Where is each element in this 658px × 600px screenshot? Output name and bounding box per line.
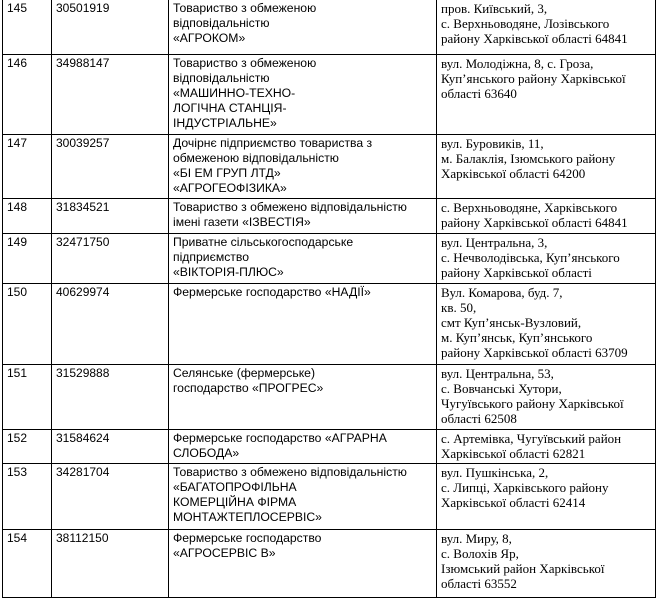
row-number: 153 (3, 464, 52, 530)
table-row (3, 430, 656, 464)
enterprise-address: с. Верхньоводяне, Харківського району Харківської області 64841 (437, 199, 656, 234)
row-number: 151 (3, 365, 52, 430)
enterprise-name: Дочірнє підприємство товариства з обмеженою відповідальністю «БІ ЕМ ГРУП ЛТД» «АГРОГЕОФІЗИКА» (169, 135, 437, 199)
enterprise-name: Приватне сільськогосподарське підприємство «ВІКТОРІЯ-ПЛЮС» (169, 234, 437, 284)
row-number: 145 (3, 0, 52, 55)
edrpou-code: 31834521 (52, 199, 169, 234)
table-row (3, 365, 656, 430)
enterprise-address: вул. Центральна, 53, с. Вовчанські Хутори, Чугуївського району Харківської області 62508 (437, 365, 656, 430)
edrpou-code: 34281704 (52, 464, 169, 530)
edrpou-code: 32471750 (52, 234, 169, 284)
table-row (3, 464, 656, 530)
row-number: 148 (3, 199, 52, 234)
row-number: 154 (3, 530, 52, 598)
table-body (3, 0, 656, 598)
table-row (3, 284, 656, 365)
table-row (3, 0, 656, 55)
enterprise-name: Селянське (фермерське) господарство «ПРОГРЕС» (169, 365, 437, 430)
row-number: 150 (3, 284, 52, 365)
row-number: 147 (3, 135, 52, 199)
table-row (3, 234, 656, 284)
enterprise-name: Товариство з обмеженою відповідальністю «МАШИННО-ТЕХНО- ЛОГІЧНА СТАНЦІЯ- ІНДУСТРІАЛЬНЕ» (169, 55, 437, 135)
enterprise-name: Фермерське господарство «АГРОСЕРВІС В» (169, 530, 437, 598)
enterprise-name: Товариство з обмежено відповідальністю імені газети «ІЗВЕСТІЯ» (169, 199, 437, 234)
enterprise-name: Товариство з обмежено відповідальністю «БАГАТОПРОФІЛЬНА КОМЕРЦІЙНА ФІРМА МОНТАЖТЕПЛОСЕРВІС» (169, 464, 437, 530)
table-row (3, 135, 656, 199)
enterprise-address: вул. Молодіжна, 8, с. Гроза, Куп’янського району Харківської області 63640 (437, 55, 656, 135)
table-row (3, 55, 656, 135)
edrpou-code: 40629974 (52, 284, 169, 365)
edrpou-code: 30039257 (52, 135, 169, 199)
enterprise-address: вул. Пушкінська, 2, с. Липці, Харківського району Харківської області 62414 (437, 464, 656, 530)
row-number: 149 (3, 234, 52, 284)
enterprise-address: вул. Миру, 8, с. Волохів Яр, Ізюмський район Харківської області 63552 (437, 530, 656, 598)
enterprise-address: вул. Буровиків, 11, м. Балаклія, Ізюмського району Харківської області 64200 (437, 135, 656, 199)
enterprise-name: Фермерське господарство «НАДІЇ» (169, 284, 437, 365)
enterprise-registry-table (2, 0, 656, 598)
enterprise-name: Фермерське господарство «АГРАРНА СЛОБОДА» (169, 430, 437, 464)
enterprise-address: вул. Центральна, 3, с. Нечволодівська, Куп’янського району Харківської області (437, 234, 656, 284)
enterprise-name: Товариство з обмеженою відповідальністю «АГРОКОМ» (169, 0, 437, 55)
edrpou-code: 31529888 (52, 365, 169, 430)
edrpou-code: 34988147 (52, 55, 169, 135)
enterprise-address: пров. Київський, 3, с. Верхньоводяне, Лозівського району Харківської області 64841 (437, 0, 656, 55)
edrpou-code: 38112150 (52, 530, 169, 598)
enterprise-address: с. Артемівка, Чугуївський район Харківської області 62821 (437, 430, 656, 464)
edrpou-code: 30501919 (52, 0, 169, 55)
table-row (3, 199, 656, 234)
enterprise-address: Вул. Комарова, буд. 7, кв. 50, смт Куп’янськ-Вузловий, м. Куп’янськ, Куп’янського району Харківської області 63709 (437, 284, 656, 365)
edrpou-code: 31584624 (52, 430, 169, 464)
table-row (3, 530, 656, 598)
row-number: 152 (3, 430, 52, 464)
row-number: 146 (3, 55, 52, 135)
